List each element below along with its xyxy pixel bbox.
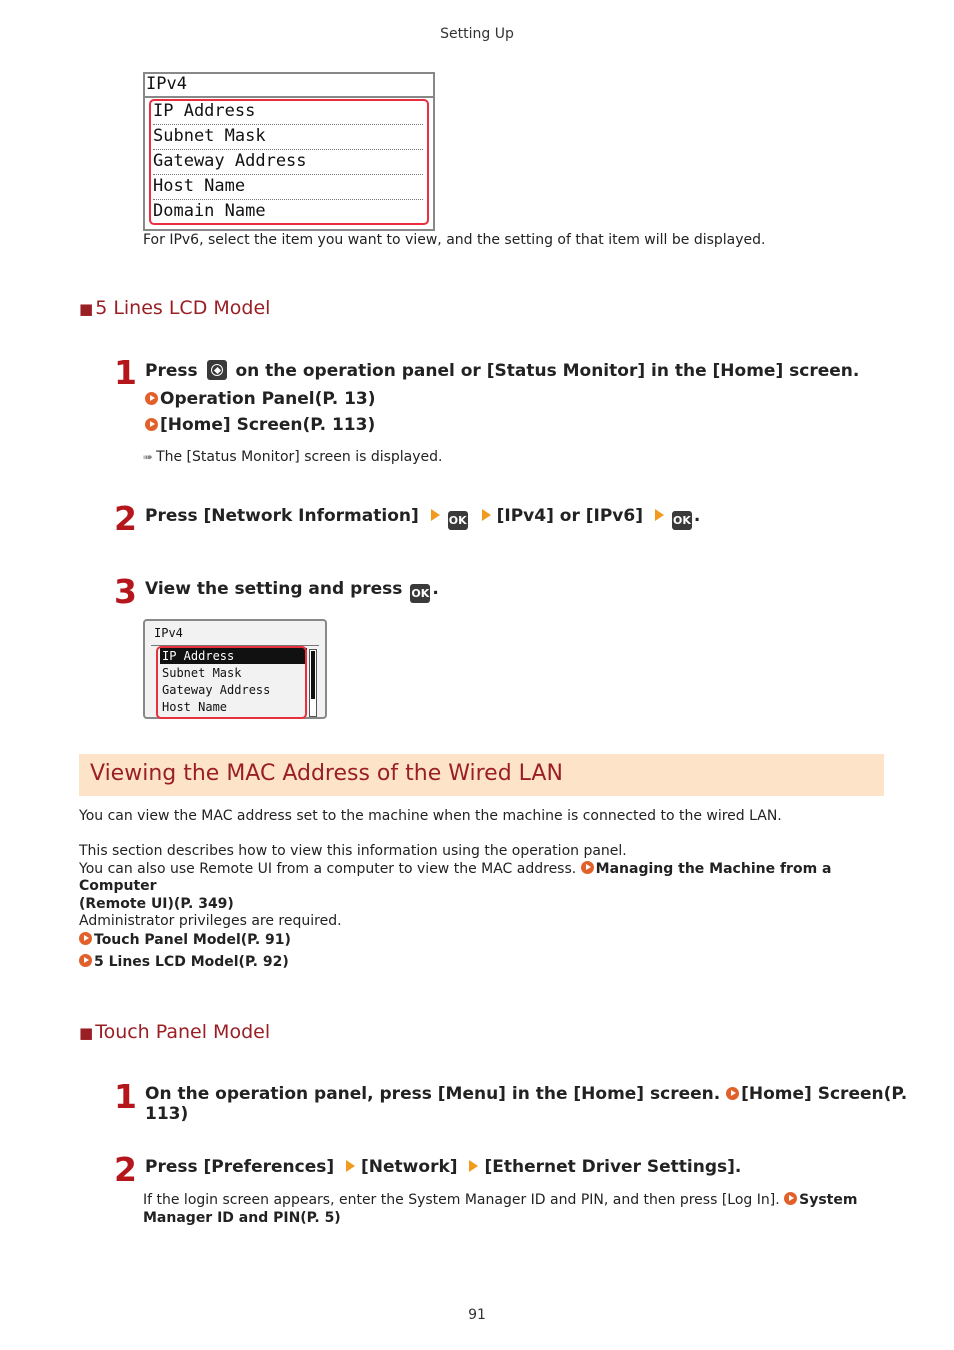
- ipv6-caption: For IPv6, select the item you want to view, and the setting of that item will be displayed.: [143, 232, 766, 248]
- link-label: Touch Panel Model(P. 91): [94, 932, 291, 948]
- step-1-text: [145, 360, 905, 381]
- step-part: Press [Preferences]: [145, 1157, 335, 1177]
- lcd-small-ipv4-screen: [143, 619, 327, 719]
- lcd-item-gateway-address: Gateway Address: [162, 683, 271, 697]
- link-label: [Home] Screen(P. 113): [160, 415, 376, 435]
- link-label: Operation Panel(P. 13): [160, 389, 376, 409]
- link-arrow-icon: [145, 418, 158, 431]
- step-3-label: View the setting and press: [145, 579, 403, 599]
- note-text: If the login screen appears, enter the System Manager ID and PIN, and then press [Log In].: [143, 1192, 780, 1208]
- lcd-title: IPv4: [146, 74, 187, 94]
- section-marker: ■: [79, 300, 94, 318]
- step-1-result: [143, 449, 443, 465]
- period: .: [432, 579, 439, 599]
- lcd-item-host-name: Host Name: [153, 174, 423, 200]
- step-1-lead: Press: [145, 361, 198, 381]
- link-arrow-icon: [726, 1087, 739, 1100]
- lcd-item-gateway-address: Gateway Address: [153, 149, 423, 175]
- lcd-item-ip-address-selected: IP Address: [160, 648, 307, 664]
- link-touch-panel-model[interactable]: [79, 932, 291, 948]
- lcd-title: IPv4: [154, 626, 183, 640]
- description-line: Administrator privileges are required.: [79, 913, 342, 929]
- link-operation-panel[interactable]: [145, 389, 376, 409]
- triangle-arrow-icon: [482, 509, 491, 521]
- ok-key-icon: OK: [448, 511, 468, 530]
- triangle-arrow-icon: [469, 1160, 478, 1172]
- section-title: 5 Lines LCD Model: [95, 297, 271, 319]
- ok-key-icon: OK: [410, 584, 430, 603]
- scrollbar: [309, 649, 317, 717]
- link-system-manager-continued[interactable]: Manager ID and PIN(P. 5): [143, 1209, 341, 1226]
- description-text: You can also use Remote UI from a computer to view the MAC address.: [79, 860, 577, 877]
- lcd-item-host-name: Host Name: [162, 700, 228, 714]
- scrollbar-thumb: [311, 651, 315, 699]
- result-text: The [Status Monitor] screen is displayed.: [156, 449, 443, 465]
- status-monitor-key-icon: [207, 360, 227, 380]
- link-5-lines-lcd-model[interactable]: [79, 954, 289, 970]
- step-label: On the operation panel, press [Menu] in the [Home] screen.: [145, 1084, 721, 1104]
- link-arrow-icon: [581, 861, 594, 874]
- step-number: 3: [114, 572, 137, 611]
- section-heading-touch-panel: [79, 1021, 270, 1043]
- banner-title: Viewing the MAC Address of the Wired LAN: [90, 761, 563, 786]
- login-note: [143, 1192, 883, 1227]
- step-number: 1: [114, 353, 137, 392]
- lcd-item-subnet-mask: Subnet Mask: [162, 666, 242, 680]
- step-2-text: [145, 506, 905, 530]
- description-line: [79, 861, 879, 896]
- period: .: [693, 506, 701, 526]
- ok-key-icon: OK: [672, 511, 692, 530]
- step-part: [Network]: [361, 1157, 458, 1177]
- lcd-divider: [145, 96, 433, 98]
- link-remote-ui-continued[interactable]: (Remote UI)(P. 349): [79, 895, 234, 912]
- touch-step-2-text: [145, 1157, 905, 1177]
- lcd-item-domain-name: Domain Name: [153, 201, 266, 221]
- section-title: Touch Panel Model: [95, 1021, 271, 1043]
- description-line: This section describes how to view this information using the operation panel.: [79, 843, 627, 859]
- step-number: 2: [114, 499, 137, 538]
- step-2-part-2: [IPv4] or [IPv6]: [496, 506, 643, 526]
- triangle-arrow-icon: [431, 509, 440, 521]
- lcd-item-subnet-mask: Subnet Mask: [153, 124, 423, 150]
- page-number: 91: [468, 1307, 486, 1323]
- link-home-screen[interactable]: [145, 415, 375, 435]
- result-arrow-icon: ➠: [143, 450, 154, 464]
- link-system-manager[interactable]: System: [799, 1192, 858, 1208]
- step-number: 1: [114, 1077, 137, 1116]
- link-arrow-icon: [784, 1192, 797, 1205]
- description-paragraph: [79, 843, 879, 931]
- step-1-rest: on the operation panel or [Status Monitor] in the [Home] screen.: [235, 361, 860, 381]
- section-heading-5-lines: [79, 297, 270, 319]
- link-home-screen[interactable]: [Home] Screen(P. 113): [145, 1084, 908, 1124]
- link-label: 5 Lines LCD Model(P. 92): [94, 954, 289, 970]
- lcd-ipv4-screen: [143, 72, 435, 231]
- step-part: [Ethernet Driver Settings].: [484, 1157, 742, 1177]
- link-arrow-icon: [79, 932, 92, 945]
- running-header: Setting Up: [440, 26, 514, 42]
- note-line: [143, 1192, 883, 1210]
- link-arrow-icon: [79, 954, 92, 967]
- link-arrow-icon: [145, 392, 158, 405]
- step-number: 2: [114, 1150, 137, 1189]
- step-2-part-1: Press [Network Information]: [145, 506, 419, 526]
- link-remote-ui[interactable]: Managing the Machine from a Computer: [79, 860, 832, 894]
- highlight-frame: [156, 646, 307, 719]
- step-3-text: [145, 579, 439, 603]
- lcd-item-ip-address: IP Address: [153, 99, 423, 125]
- touch-step-1-text: [145, 1084, 925, 1124]
- triangle-arrow-icon: [346, 1160, 355, 1172]
- triangle-arrow-icon: [655, 509, 664, 521]
- section-marker: ■: [79, 1024, 94, 1042]
- intro-paragraph: You can view the MAC address set to the machine when the machine is connected to the wired LAN.: [79, 808, 782, 824]
